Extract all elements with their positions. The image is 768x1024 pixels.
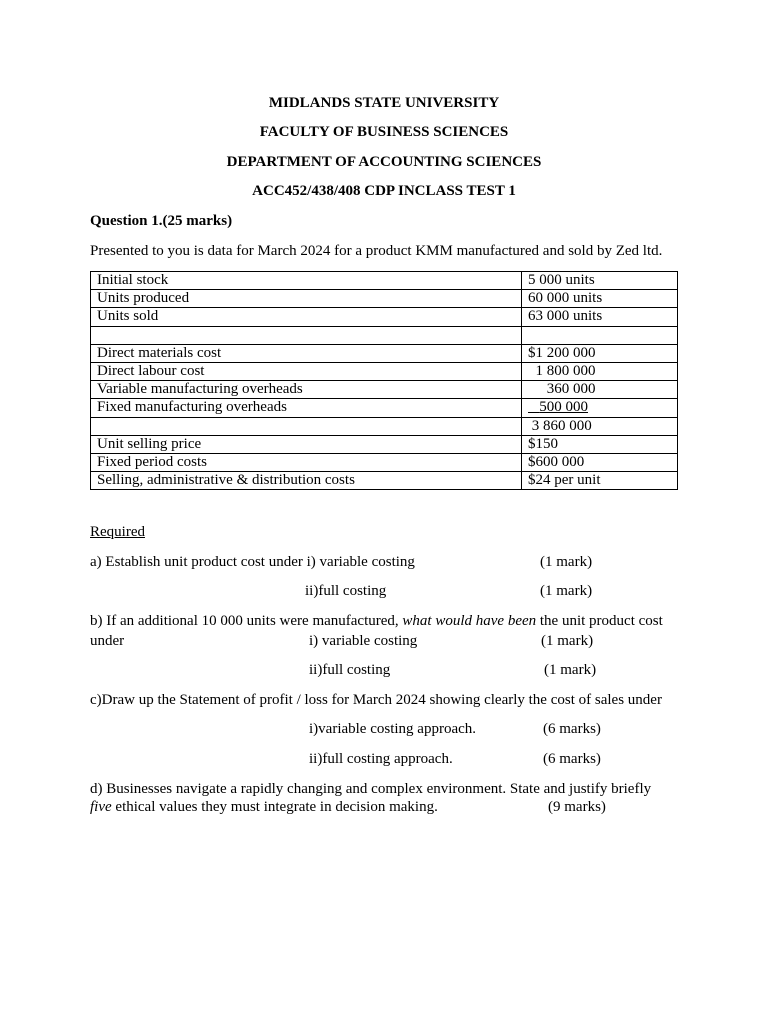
question-title: Question 1.(25 marks) [90,213,233,229]
part-b-line [90,611,678,631]
row-label: Units sold [91,308,522,326]
table-row [91,272,678,290]
part-d-line-1: d) Businesses navigate a rapidly changing and complex environment. State and justify briefly [90,781,652,797]
part-b-i: i) variable costing [309,633,418,649]
part-b-ii: ii)full costing [309,662,391,678]
table-row [91,435,678,453]
part-a-text: a) Establish unit product cost under i) variable costing [90,554,415,570]
table-row [91,381,678,399]
part-d-text: ethical values they must integrate in decision making. [115,799,438,815]
row-label: Unit selling price [91,435,522,453]
department-name: DEPARTMENT OF ACCOUNTING SCIENCES [226,154,542,170]
part-c-mark-1: (6 marks) [543,721,601,737]
row-label [91,326,522,344]
row-label: Variable manufacturing overheads [91,381,522,399]
part-b-under: under [90,633,125,649]
row-value: $1 200 000 [522,344,678,362]
part-b-post: the unit product cost [539,613,663,629]
row-label: Fixed manufacturing overheads [91,399,522,417]
data-table [90,271,678,490]
table-row [91,472,678,490]
faculty-name: FACULTY OF BUSINESS SCIENCES [259,124,509,140]
table-row [91,344,678,362]
table-row [91,453,678,471]
table-row [91,326,678,344]
row-label: Initial stock [91,272,522,290]
part-c-mark-2: (6 marks) [543,751,601,767]
row-value: 3 860 000 [522,417,678,435]
fixed-overheads-value: 500 000 [539,399,588,416]
row-value: 60 000 units [522,290,678,308]
row-value: 1 800 000 [522,362,678,380]
table-row [91,362,678,380]
part-a-ii: ii)full costing [305,583,387,599]
row-value: 63 000 units [522,308,678,326]
row-label: Units produced [91,290,522,308]
row-value: $150 [522,435,678,453]
part-a-mark-1: (1 mark) [540,554,593,570]
university-name: MIDLANDS STATE UNIVERSITY [268,95,500,111]
part-b-mark-2: (1 mark) [544,662,597,678]
row-value: 360 000 [522,381,678,399]
table-row [91,308,678,326]
part-d-line-2 [90,798,438,816]
required-heading: Required [90,524,145,540]
row-value: 5 000 units [522,272,678,290]
part-c-text: c)Draw up the Statement of profit / loss for March 2024 showing clearly the cost of sales under [90,692,662,708]
question-intro: Presented to you is data for March 2024 for a product KMM manufactured and sold by Zed ltd. [90,243,663,259]
part-c-ii: ii)full costing approach. [309,751,453,767]
row-label: Direct materials cost [91,344,522,362]
table-row [91,290,678,308]
test-title: ACC452/438/408 CDP INCLASS TEST 1 [252,183,516,199]
row-label: Direct labour cost [91,362,522,380]
table-row [91,417,678,435]
part-b-pre: b) If an additional 10 000 units were manufactured, [90,613,399,629]
part-a-mark-2: (1 mark) [540,583,593,599]
row-value: $600 000 [522,453,678,471]
row-label: Selling, administrative & distribution costs [91,472,522,490]
row-value-underlined [522,399,678,417]
row-value: $24 per unit [522,472,678,490]
part-b-mark-1: (1 mark) [541,633,594,649]
part-c-i: i)variable costing approach. [309,721,477,737]
part-d-mark: (9 marks) [548,799,606,815]
row-label [91,417,522,435]
part-b-italic: what would have been [402,613,537,629]
part-d-italic: five [90,799,112,815]
table-row [91,399,678,417]
row-label: Fixed period costs [91,453,522,471]
row-value [522,326,678,344]
